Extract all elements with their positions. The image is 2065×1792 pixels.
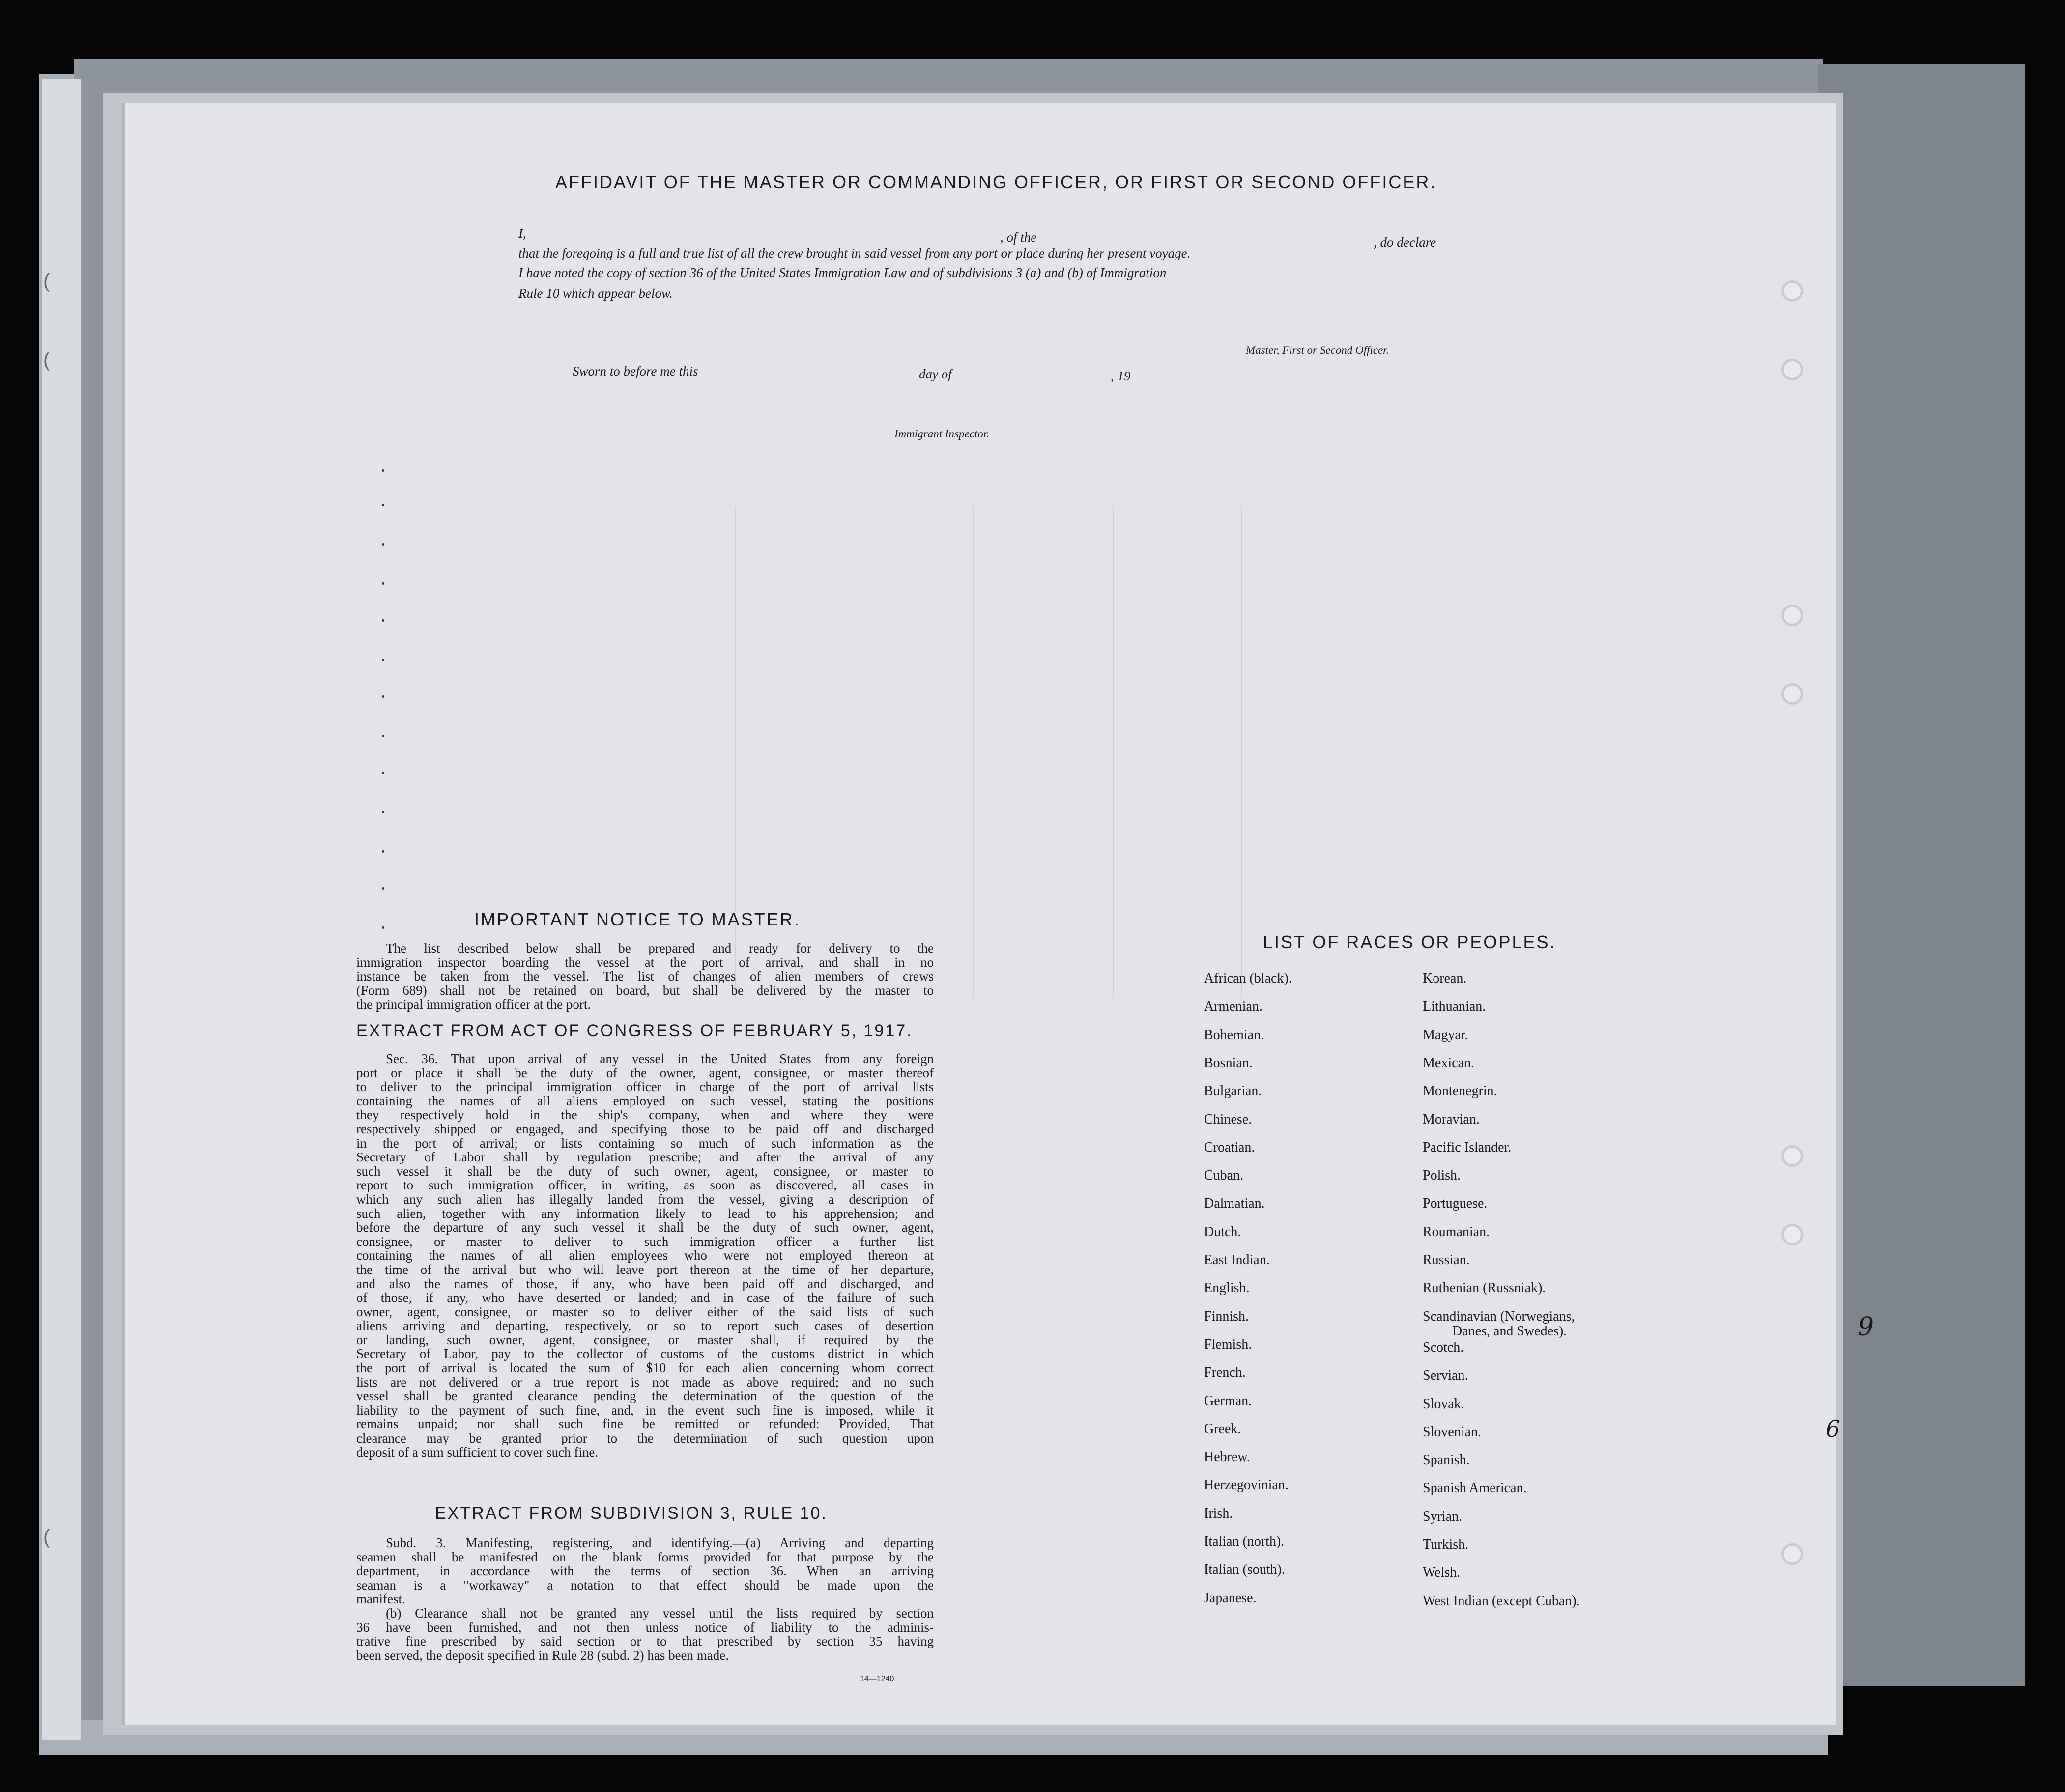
race-item: Greek. [1204,1421,1241,1437]
underlying-page-right [1818,64,2025,1686]
act-line: they respectively hold in the ship's company, when and where they were [356,1107,934,1123]
act-line: vessel shall be granted clearance pending the determination of the question of the [356,1388,934,1404]
act-line: or landing, such owner, agent, consignee, or master shall, if required by the [356,1332,934,1347]
race-item: Moravian. [1423,1111,1480,1127]
act-line: and also the names of those, if any, who have been paid off and discharged, and [356,1276,934,1291]
margin-dot [382,926,384,929]
race-item: Bulgarian. [1204,1083,1262,1099]
race-item: Pacific Islander. [1423,1139,1512,1155]
faint-rule [1113,506,1114,998]
race-item: Welsh. [1423,1565,1461,1581]
master-signature-label: Master, First or Second Officer. [1246,344,1389,356]
sworn-label: Sworn to before me this [573,364,698,378]
race-item: Dalmatian. [1204,1196,1265,1212]
race-item: African (black). [1204,971,1292,986]
act-line: the time of the arrival but who will leave port thereon at the time of her departure, [356,1262,934,1277]
rule-line: department, in accordance with the terms of section 36. When an arriving [356,1563,934,1579]
act-line: port or place it shall be the duty of the owner, agent, consignee, or master thereof [356,1065,934,1080]
act-line: respectively shipped or engaged, and specifying those to be paid off and discharged [356,1121,934,1136]
race-item: Bosnian. [1204,1055,1253,1070]
race-item: Scotch. [1423,1339,1464,1355]
act-line: which any such alien has illegally landed from the vessel, giving a description of [356,1191,934,1207]
race-item: Turkish. [1423,1537,1469,1552]
race-item: Spanish American. [1423,1480,1527,1496]
punch-hole [1781,1224,1803,1245]
act-line: containing the names of all aliens employed on such vessel, stating the positions [356,1093,934,1108]
race-item: West Indian (except Cuban). [1423,1593,1580,1609]
act-line: report to such immigration officer, in writing, as soon as discovered, all cases in [356,1178,934,1193]
race-item: Portuguese. [1423,1196,1488,1212]
extract-rule-body [356,1536,934,1662]
act-line: of those, if any, who have deserted or landed; and in case of the failure of such [356,1290,934,1305]
notice-line: (Form 689) shall not be retained on board, but shall be delivered by the master to [356,983,934,998]
act-line: lists are not delivered or a true report is not made as above required; and no such [356,1374,934,1389]
act-line: such alien, together with any information likely to lead to his apprehension; and [356,1206,934,1221]
punch-hole [1781,1145,1803,1167]
left-edge-strip [42,79,81,1740]
margin-dot [382,619,384,622]
notice-line: the principal immigration officer at the port. [356,997,591,1012]
act-line: in the port of arrival; or lists containing so much of such information as the [356,1135,934,1151]
punch-hole [1781,280,1803,302]
race-item: Russian. [1423,1252,1470,1268]
affidavit-line1-of-the: , of the [1000,230,1037,245]
notice-title: IMPORTANT NOTICE TO MASTER. [474,909,801,929]
race-item: Lithuanian. [1423,999,1486,1014]
race-item: Armenian. [1204,999,1262,1014]
race-item-continuation: Danes, and Swedes). [1452,1323,1567,1339]
punch-hole [1781,605,1803,626]
punch-hole [1781,1543,1803,1565]
race-item: Italian (south). [1204,1562,1285,1578]
race-item: Roumanian. [1423,1224,1490,1240]
margin-dot [382,772,384,774]
act-line: liability to the payment of such fine, and, in the event such fine is imposed, while it [356,1402,934,1417]
race-item: Chinese. [1204,1111,1252,1127]
act-line: containing the names of all alien employees who were not employed thereon at [356,1248,934,1263]
race-item: Italian (north). [1204,1534,1285,1549]
year-label: , 19 [1111,369,1131,383]
handwritten-mark: 6 [1826,1416,1840,1442]
race-item: Slovak. [1423,1396,1464,1412]
margin-dot [382,469,384,472]
extract-act-body [356,1052,934,1459]
act-line: Secretary of Labor, pay to the collector of customs of the customs district in which [356,1346,934,1361]
race-item: Hebrew. [1204,1449,1250,1465]
affidavit-title: AFFIDAVIT OF THE MASTER OR COMMANDING OFFICER, OR FIRST OR SECOND OFFICER. [555,172,1437,192]
race-item: Herzegovinian. [1204,1477,1289,1493]
margin-dot [382,811,384,813]
margin-dot [382,582,384,585]
margin-dot [382,695,384,698]
race-item: Montenegrin. [1423,1083,1497,1099]
rule-line: seamen shall be manifested on the blank forms provided for that purpose by the [356,1549,934,1564]
affidavit-line4: Rule 10 which appear below. [518,286,673,301]
rule-line: Subd. 3. Manifesting, registering, and identifying.—(a) Arriving and departing [386,1535,934,1550]
faint-rule [973,506,974,998]
margin-dot [382,659,384,661]
act-line: Secretary of Labor shall by regulation prescribe; and after the arrival of any [356,1150,934,1165]
document-sheet [125,103,1836,1725]
act-line: deposit of a sum sufficient to cover such fine. [356,1445,599,1460]
inspector-signature-label: Immigrant Inspector. [894,428,989,440]
margin-dot [382,735,384,737]
act-line: owner, agent, consignee, or master so to deliver either of the said lists of such [356,1304,934,1319]
race-item: Cuban. [1204,1168,1244,1184]
race-item: Syrian. [1423,1508,1463,1524]
race-item: Polish. [1423,1168,1461,1184]
races-title: LIST OF RACES OR PEOPLES. [1263,932,1556,952]
notice-line: The list described below shall be prepared and ready for delivery to the [386,941,934,955]
faint-rule [1241,506,1242,998]
act-line: such vessel it shall be the duty of such owner, agent, consignee, or master to [356,1163,934,1179]
rule-line: been served, the deposit specified in Rule 28 (subd. 2) has been made. [356,1647,729,1663]
race-item: Finnish. [1204,1308,1249,1324]
notice-body [356,941,934,1012]
race-item: Scandinavian (Norwegians, [1423,1308,1575,1324]
margin-dot [382,887,384,890]
act-line: aliens arriving and departing, respectively, or so to report such cases of desertion [356,1318,934,1333]
affidavit-line3: I have noted the copy of section 36 of the United States Immigration Law and of subdivisions 3 (a) and (b) of Immigration [518,265,1167,280]
extract-act-title: EXTRACT FROM ACT OF CONGRESS OF FEBRUARY 5, 1917. [356,1021,913,1040]
margin-dot [382,850,384,853]
rule-line: 36 have been furnished, and not then unless notice of liability to the adminis- [356,1619,934,1635]
race-item: Flemish. [1204,1336,1252,1352]
act-line: before the departure of any such vessel it shall be the duty of such owner, agent, [356,1220,934,1235]
act-line: consignee, or master to deliver to such immigration officer a further list [356,1234,934,1249]
binder-clip-mark: ( [43,349,50,371]
race-item: Magyar. [1423,1027,1468,1042]
race-item: Spanish. [1423,1452,1470,1468]
binder-clip-mark: ( [43,270,50,292]
act-line: to deliver to the principal immigration officer in charge of the port of arrival lists [356,1079,934,1095]
handwritten-mark: 9 [1858,1312,1874,1342]
affidavit-line1-end: , do declare [1374,235,1436,250]
race-item: Ruthenian (Russniak). [1423,1280,1546,1296]
race-item: Mexican. [1423,1055,1474,1070]
rule-line: manifest. [356,1591,405,1607]
race-item: German. [1204,1393,1252,1409]
race-item: Irish. [1204,1505,1233,1521]
notice-line: immigration inspector boarding the vessel at the port of arrival, and shall in no [356,954,934,970]
race-item: Bohemian. [1204,1027,1264,1042]
race-item: Croatian. [1204,1139,1255,1155]
extract-rule-title: EXTRACT FROM SUBDIVISION 3, RULE 10. [435,1504,828,1523]
race-item: English. [1204,1280,1250,1296]
race-item: Servian. [1423,1368,1468,1384]
race-item: Dutch. [1204,1224,1241,1240]
notice-line: instance be taken from the vessel. The list of changes of alien members of crews [356,969,934,984]
punch-hole [1781,683,1803,705]
affidavit-line2: that the foregoing is a full and true list of all the crew brought in said vessel from any port or place during her present voyage. [518,246,1191,260]
form-number: 14—1240 [860,1675,894,1683]
race-item: French. [1204,1365,1246,1381]
rule-line: trative fine prescribed by said section or to that prescribed by section 35 having [356,1634,934,1649]
binder-clip-mark: ( [43,1526,50,1548]
margin-dot [382,543,384,546]
act-line: the port of arrival is located the sum of $10 for each alien concerning whom correct [356,1360,934,1376]
rule-line: seaman is a "workaway" a notation to that effect should be made upon the [356,1577,934,1592]
race-item: Korean. [1423,971,1467,986]
act-line: clearance may be granted prior to the determination of such question upon [356,1431,934,1446]
punch-hole [1781,359,1803,380]
margin-dot [382,504,384,506]
race-item: East Indian. [1204,1252,1270,1268]
rule-line: (b) Clearance shall not be granted any vessel until the lists required by section [386,1605,934,1620]
affidavit-line1-start: I, [518,226,526,241]
act-line: remains unpaid; nor shall such fine be remitted or refunded: Provided, That [356,1416,934,1432]
race-item: Japanese. [1204,1590,1257,1606]
day-of-label: day of [919,367,952,381]
act-line: Sec. 36. That upon arrival of any vessel in the United States from any foreign [386,1051,934,1066]
race-item: Slovenian. [1423,1424,1481,1440]
